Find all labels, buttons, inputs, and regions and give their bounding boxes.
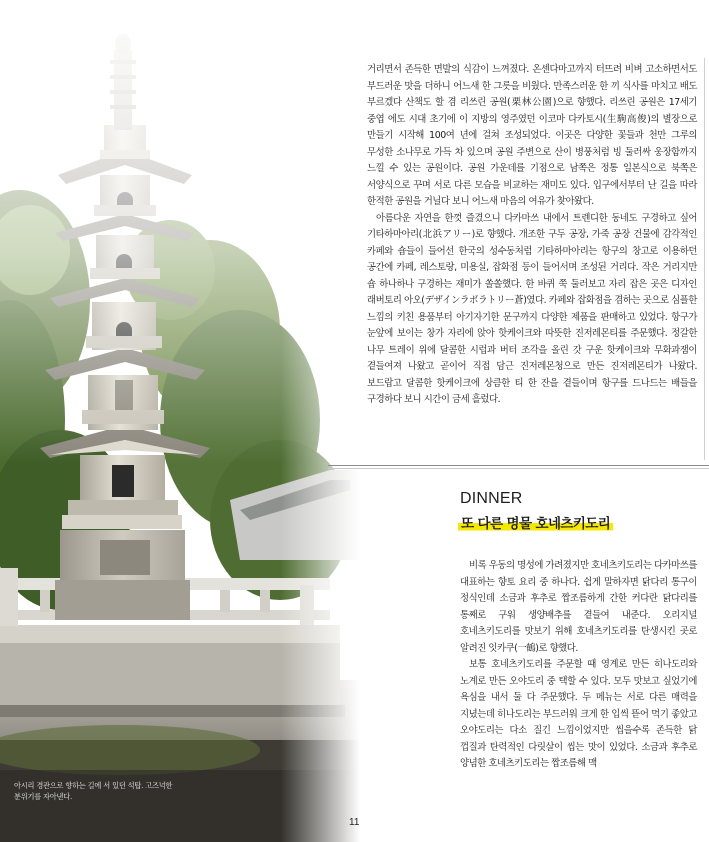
article-body-top [367,62,697,409]
article-paragraph: 비록 우동의 명성에 가려졌지만 호네츠키도리는 다카마쓰를 대표하는 향토 요리 중 하나다. 쉽게 말하자면 닭다리 통구이 정식인데 소금과 후추로 짭조름하게 간한 커다란 닭다리를 통째로 구워 생양배추를 곁들여 내준다. 오리지널 호네츠키도리를 맛보기 위해 호네츠키도리를 탄생시킨 곳로 알려진 잇카쿠(一鶴)로 향했다. [460,560,697,654]
section-label: DINNER [460,490,523,507]
article-paragraph: 거리면서 존득한 면발의 식감이 느껴졌다. 온센다마고까지 터뜨려 비벼 고소하면서도 부드러운 맛을 더하니 어느새 한 그릇을 비웠다. 만족스러운 한 끼 식사를 마치고 배도 부르겠다 산책도 할 겸 리쓰린 공원(栗林公園)으로 향했다. 리쓰린 공원은 17세기 중엽 에도 시대 초기에 이 지방의 영주였던 이코마 다카토시(生駒高俊)의 별장으로 만들기 시작해 100여 년에 걸쳐 조성되었다. 이곳은 다양한 꽃들과 천만 그루의 무성한 소나무로 가득 차 있으며 공원 주변으로 산이 병풍처럼 빙 둘러싸 웅장함까지 느낄 수 있는 공원이다. 공원 가운데를 기점으로 남쪽은 정통 일본식으로 북쪽은 서양식으로 꾸며 서로 다른 모습을 비교하는 재미도 있다. 입구에서부터 난 길을 따라 한적한 공원을 거닐다 보니 어느새 마음의 여유가 찾아왔다. [367,64,697,207]
article-paragraph: 보통 호네츠키도리를 주문할 때 영계로 만든 히나도리와 노계로 만든 오야도리 중 택할 수 있다. 모두 맛보고 싶었기에 욕심을 내서 둘 다 주문했다. 두 메뉴는 서로 다른 매력을 지녔는데 히나도리는 부드러워 크게 한 입씩 뜯어 먹기 좋았고 오야도리는 다소 질긴 느낌이었지만 씹을수록 존득한 닭 껍질과 탄력적인 다릿살이 씹는 맛이 있었다. 소금과 후추로 양념한 호네츠키도리는 짭조름해 맥 [460,659,697,769]
article-body-bottom [460,558,697,773]
section-title: 또 다른 명물 호네츠키도리 [458,512,613,532]
section-divider-secondary [328,468,709,469]
photo-caption: 아시리 경관으로 향하는 길에 서 있던 석탑. 고즈넉한 분위기를 자아낸다. [14,781,173,801]
page-number: 11 [349,817,360,828]
column-rule [704,58,705,460]
section-divider [328,465,709,466]
article-paragraph: 아름다운 자연을 한껏 즐겼으니 다카마쓰 내에서 트렌디한 동네도 구경하고 싶어 기타하마아리(北浜アリー)로 향했다. 개조한 구두 공장, 가죽 공장 건물에 감각적인 카페와 숍들이 들어선 한국의 성수동처럼 기타하마아리는 항구의 창고로 이용하던 공간에 카페, 레스토랑, 미용실, 잡화점 등이 들어서며 조성된 거리다. 작은 거리지만 숍 하나하나 구경하는 재미가 쏠쏠했다. 한 바퀴 쭉 둘러보고 자리 잡은 곳은 디자인 래버토리 아오(デザインラボラトリー蒼)였다. 카페와 잡화점을 겸하는 곳으로 심플한 느낌의 키친 용품부터 아기자기한 문구까지 다양한 제품을 판매하고 있었다. 항구가 눈앞에 보이는 창가 자리에 앉아 핫케이크와 따뜻한 진저레몬티를 주문했다. 정갈한 나무 트레이 위에 달콤한 시럽과 버터 조각을 올린 갓 구운 핫케이크와 무화과잼이 곁들여져 나왔고 곧이어 직접 담근 진저레몬청으로 만든 진저레몬티가 나왔다. 보드랍고 달콤한 핫케이크에 상큼한 티 한 잔을 곁들이며 항구를 드나드는 배들을 구경하다 보니 시간이 금세 흘렀다. [367,212,697,405]
